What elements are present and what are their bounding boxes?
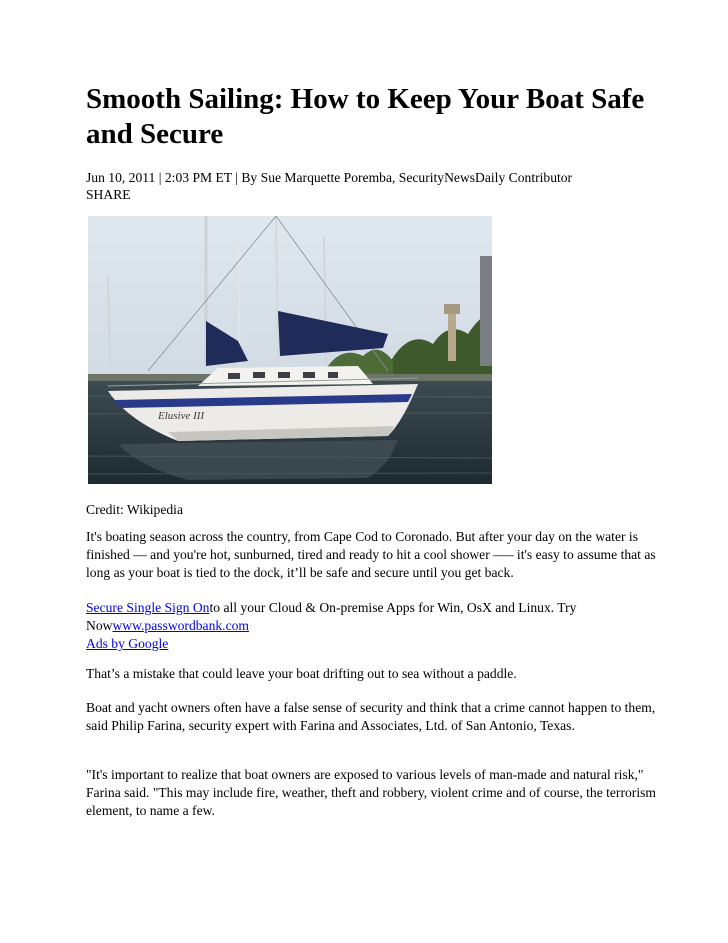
- paragraph-1: It's boating season across the country, from Cape Cod to Coronado. But after your day on the water is finished — and you're hot, sunburned, tired and ready to hit a cool shower —– it's easy to assume that as long as your boat is tied to the dock, it’ll be safe and secure until you get back.: [86, 529, 656, 580]
- google-ad-block: [86, 599, 661, 653]
- article-photo: [88, 216, 492, 484]
- ad-link-passwordbank[interactable]: www.passwordbank.com: [112, 618, 249, 633]
- ad-link-sso[interactable]: Secure Single Sign On: [86, 600, 210, 615]
- article-title: Smooth Sailing: How to Keep Your Boat Safe and Secure: [86, 83, 645, 150]
- paragraph-3: Boat and yacht owners often have a false sense of security and think that a crime cannot happen to them, said Philip Farina, security expert with Farina and Associates, Ltd. of San Antonio, Texas.: [86, 700, 656, 733]
- ads-by-google-link[interactable]: Ads by Google: [86, 636, 169, 651]
- ad-text: to all your Cloud & On-premise Apps for Win, OsX and Linux. Try Now: [86, 600, 577, 633]
- share-link[interactable]: SHARE: [86, 187, 131, 202]
- article-byline: Jun 10, 2011 | 2:03 PM ET | By Sue Marquette Poremba, SecurityNewsDaily Contributor: [86, 170, 573, 185]
- paragraph-2: That’s a mistake that could leave your boat drifting out to sea without a paddle.: [86, 666, 517, 681]
- photo-credit: Credit: Wikipedia: [86, 502, 183, 517]
- boat-name-text: Elusive III: [158, 410, 205, 422]
- paragraph-4: "It's important to realize that boat owners are exposed to various levels of man-made and natural risk," Farina said. "This may include fire, weather, theft and robbery, violent crime and of course, the terrorism element, to name a few.: [86, 767, 656, 818]
